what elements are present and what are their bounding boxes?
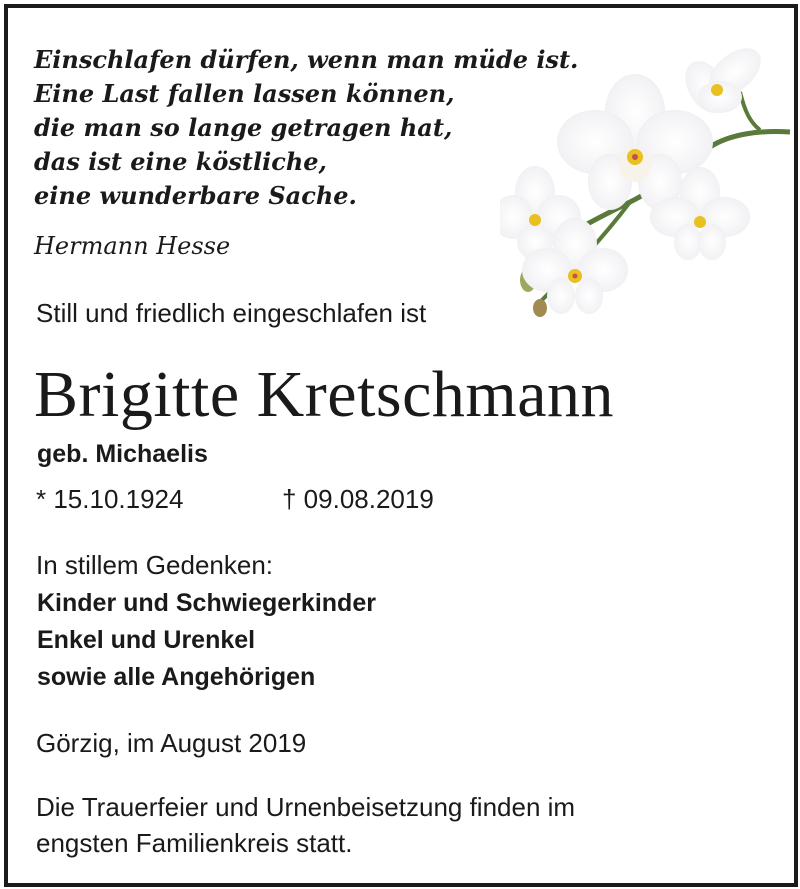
poem-line-1: Einschlafen dürfen, wenn man müde ist. <box>34 45 579 74</box>
poem-line-4: das ist eine köstliche, <box>34 147 327 176</box>
poem-line-2: Eine Last fallen lassen können, <box>34 79 455 108</box>
mourners-line-3: sowie alle Angehörigen <box>37 663 316 691</box>
mourners-line-1: Kinder und Schwiegerkinder <box>37 589 376 617</box>
death-date: † 09.08.2019 <box>282 484 434 514</box>
poem-line-5: eine wunderbare Sache. <box>34 181 357 210</box>
birth-date: * 15.10.1924 <box>36 484 184 514</box>
place-date: Görzig, im August 2019 <box>36 728 307 758</box>
mourners-line-2: Enkel und Urenkel <box>37 626 256 654</box>
funeral-note-line-2: engsten Familienkreis statt. <box>36 828 353 858</box>
deceased-name: Brigitte Kretschmann <box>34 358 615 431</box>
maiden-name: geb. Michaelis <box>37 440 208 468</box>
orchid-icon <box>500 42 800 322</box>
mourners-heading: In stillem Gedenken: <box>36 550 274 580</box>
poem-line-3: die man so lange getragen hat, <box>34 113 453 142</box>
intro-text: Still und friedlich eingeschlafen ist <box>36 298 427 328</box>
poem-author: Hermann Hesse <box>34 232 231 260</box>
funeral-note-line-1: Die Trauerfeier und Urnenbeisetzung finden im <box>36 792 576 822</box>
